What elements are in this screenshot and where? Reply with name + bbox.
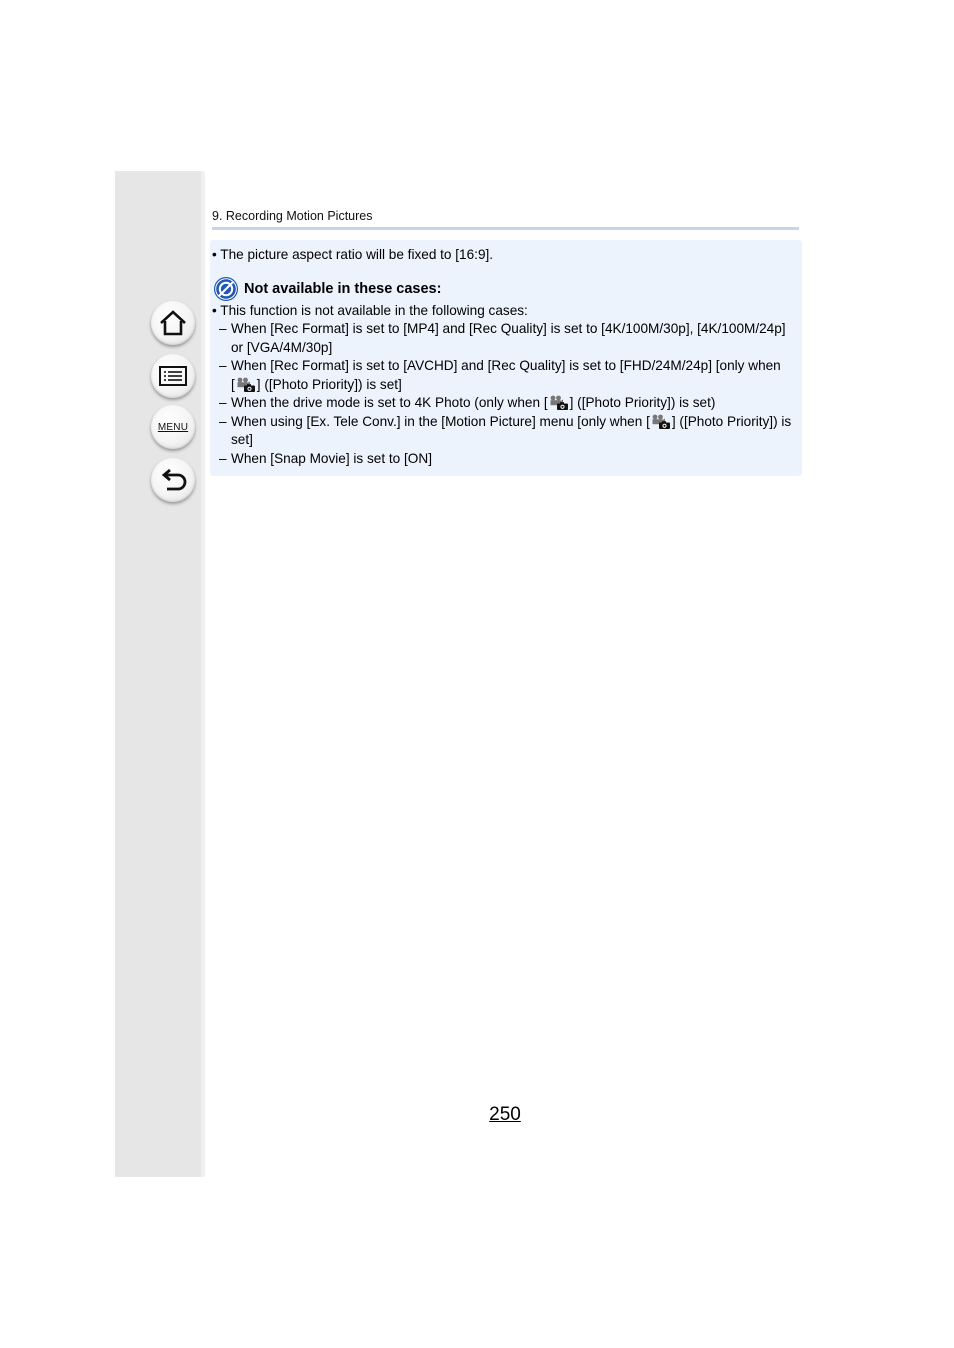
- home-button[interactable]: [151, 301, 195, 345]
- page-number: 250: [489, 1104, 521, 1125]
- back-button[interactable]: [151, 458, 195, 502]
- list-dash: –: [219, 321, 227, 336]
- list-item-continuation: [231, 376, 402, 394]
- list-item-continuation: set]: [231, 432, 253, 447]
- list-item: [231, 394, 715, 412]
- not-available-icon: [213, 276, 239, 302]
- header-divider: [212, 227, 799, 230]
- list-item: When [Rec Format] is set to [AVCHD] and [Rec Quality] is set to [FHD/24M/24p] [only when: [231, 358, 781, 373]
- list-dash: –: [219, 414, 227, 429]
- photo-priority-text: ] ([Photo Priority]) is set]: [256, 377, 402, 392]
- list-item-continuation: or [VGA/4M/30p]: [231, 340, 333, 355]
- contents-button[interactable]: [151, 354, 195, 398]
- movie-camera-photo-icon: [549, 395, 569, 410]
- not-available-title: Not available in these cases:: [244, 281, 442, 297]
- menu-label: MENU: [157, 421, 189, 433]
- chapter-header: 9. Recording Motion Pictures: [212, 209, 373, 223]
- menu-button[interactable]: [151, 405, 195, 449]
- aspect-ratio-note: • The picture aspect ratio will be fixed to [16:9].: [212, 247, 494, 262]
- photo-priority-text: ] ([Photo Priority]) is: [671, 414, 792, 429]
- bracket-open: [: [231, 377, 235, 392]
- list-item: When [Rec Format] is set to [MP4] and [Rec Quality] is set to [4K/100M/30p], [4K/100M/24p]: [231, 321, 786, 336]
- contents-list-icon: [158, 365, 188, 387]
- sidebar-edge: [201, 171, 205, 1177]
- list-dash: –: [219, 358, 227, 373]
- movie-camera-photo-icon: [651, 414, 671, 429]
- home-icon: [158, 309, 188, 337]
- list-item-text: When using [Ex. Tele Conv.] in the [Motion Picture] menu [only when [: [231, 414, 650, 429]
- intro-text: • This function is not available in the following cases:: [212, 303, 528, 318]
- list-dash: –: [219, 395, 227, 410]
- list-dash: –: [219, 451, 227, 466]
- movie-camera-photo-icon: [236, 377, 256, 392]
- back-arrow-icon: [159, 467, 187, 493]
- photo-priority-text: ] ([Photo Priority]) is set): [569, 395, 716, 410]
- list-item: When [Snap Movie] is set to [ON]: [231, 451, 432, 466]
- list-item-text: When the drive mode is set to 4K Photo (only when [: [231, 395, 548, 410]
- list-item: [231, 413, 791, 431]
